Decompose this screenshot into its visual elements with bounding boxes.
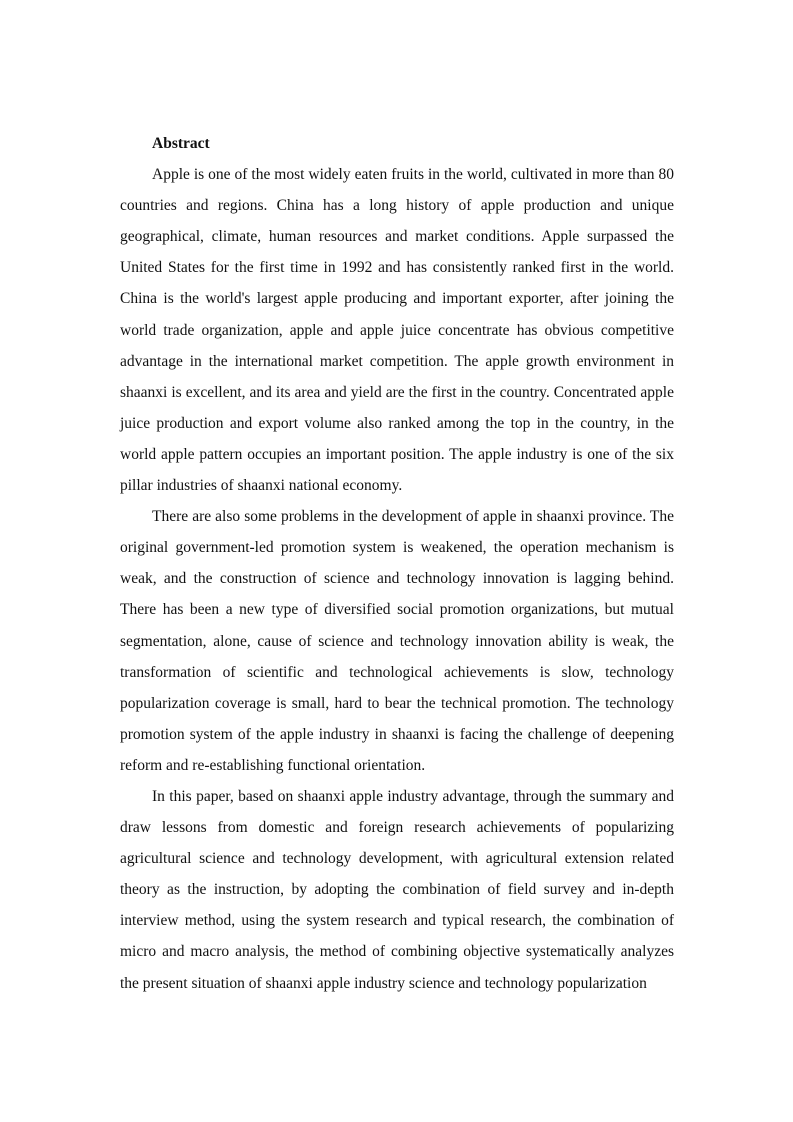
- abstract-paragraph-3: In this paper, based on shaanxi apple industry advantage, through the summary and draw lessons from domestic and foreign research achievements of popularizing agricultural science and technology development, with agricultural extension related theory as the instruction, by adopting the combination of field survey and in-depth interview method, using the system research and typical research, the combination of micro and macro analysis, the method of combining objective systematically analyzes the present situation of shaanxi apple industry science and technology popularization: [120, 787, 674, 992]
- abstract-heading: Abstract: [152, 135, 210, 152]
- abstract-paragraph-1: Apple is one of the most widely eaten fruits in the world, cultivated in more than 80 countries and regions. China has a long history of apple production and unique geographical, climate, human resources and market conditions. Apple surpassed the United States for the first time in 1992 and has consistently ranked first in the world. China is the world's largest apple producing and important exporter, after joining the world trade organization, apple and apple juice concentrate has obvious competitive advantage in the international market competition. The apple growth environment in shaanxi is excellent, and its area and yield are the first in the country. Concentrated apple juice production and export volume also ranked among the top in the country, in the world apple pattern occupies an important position. The apple industry is one of the six pillar industries of shaanxi national economy.: [120, 166, 674, 495]
- abstract-section: [120, 128, 674, 999]
- abstract-paragraph-2: There are also some problems in the development of apple in shaanxi province. The original government-led promotion system is weakened, the operation mechanism is weak, and the construction of science and technology innovation is lagging behind. There has been a new type of diversified social promotion organizations, but mutual segmentation, alone, cause of science and technology innovation ability is weak, the transformation of scientific and technological achievements is slow, technology popularization coverage is small, hard to bear the technical promotion. The technology promotion system of the apple industry in shaanxi is facing the challenge of deepening reform and re-establishing functional orientation.: [120, 508, 674, 774]
